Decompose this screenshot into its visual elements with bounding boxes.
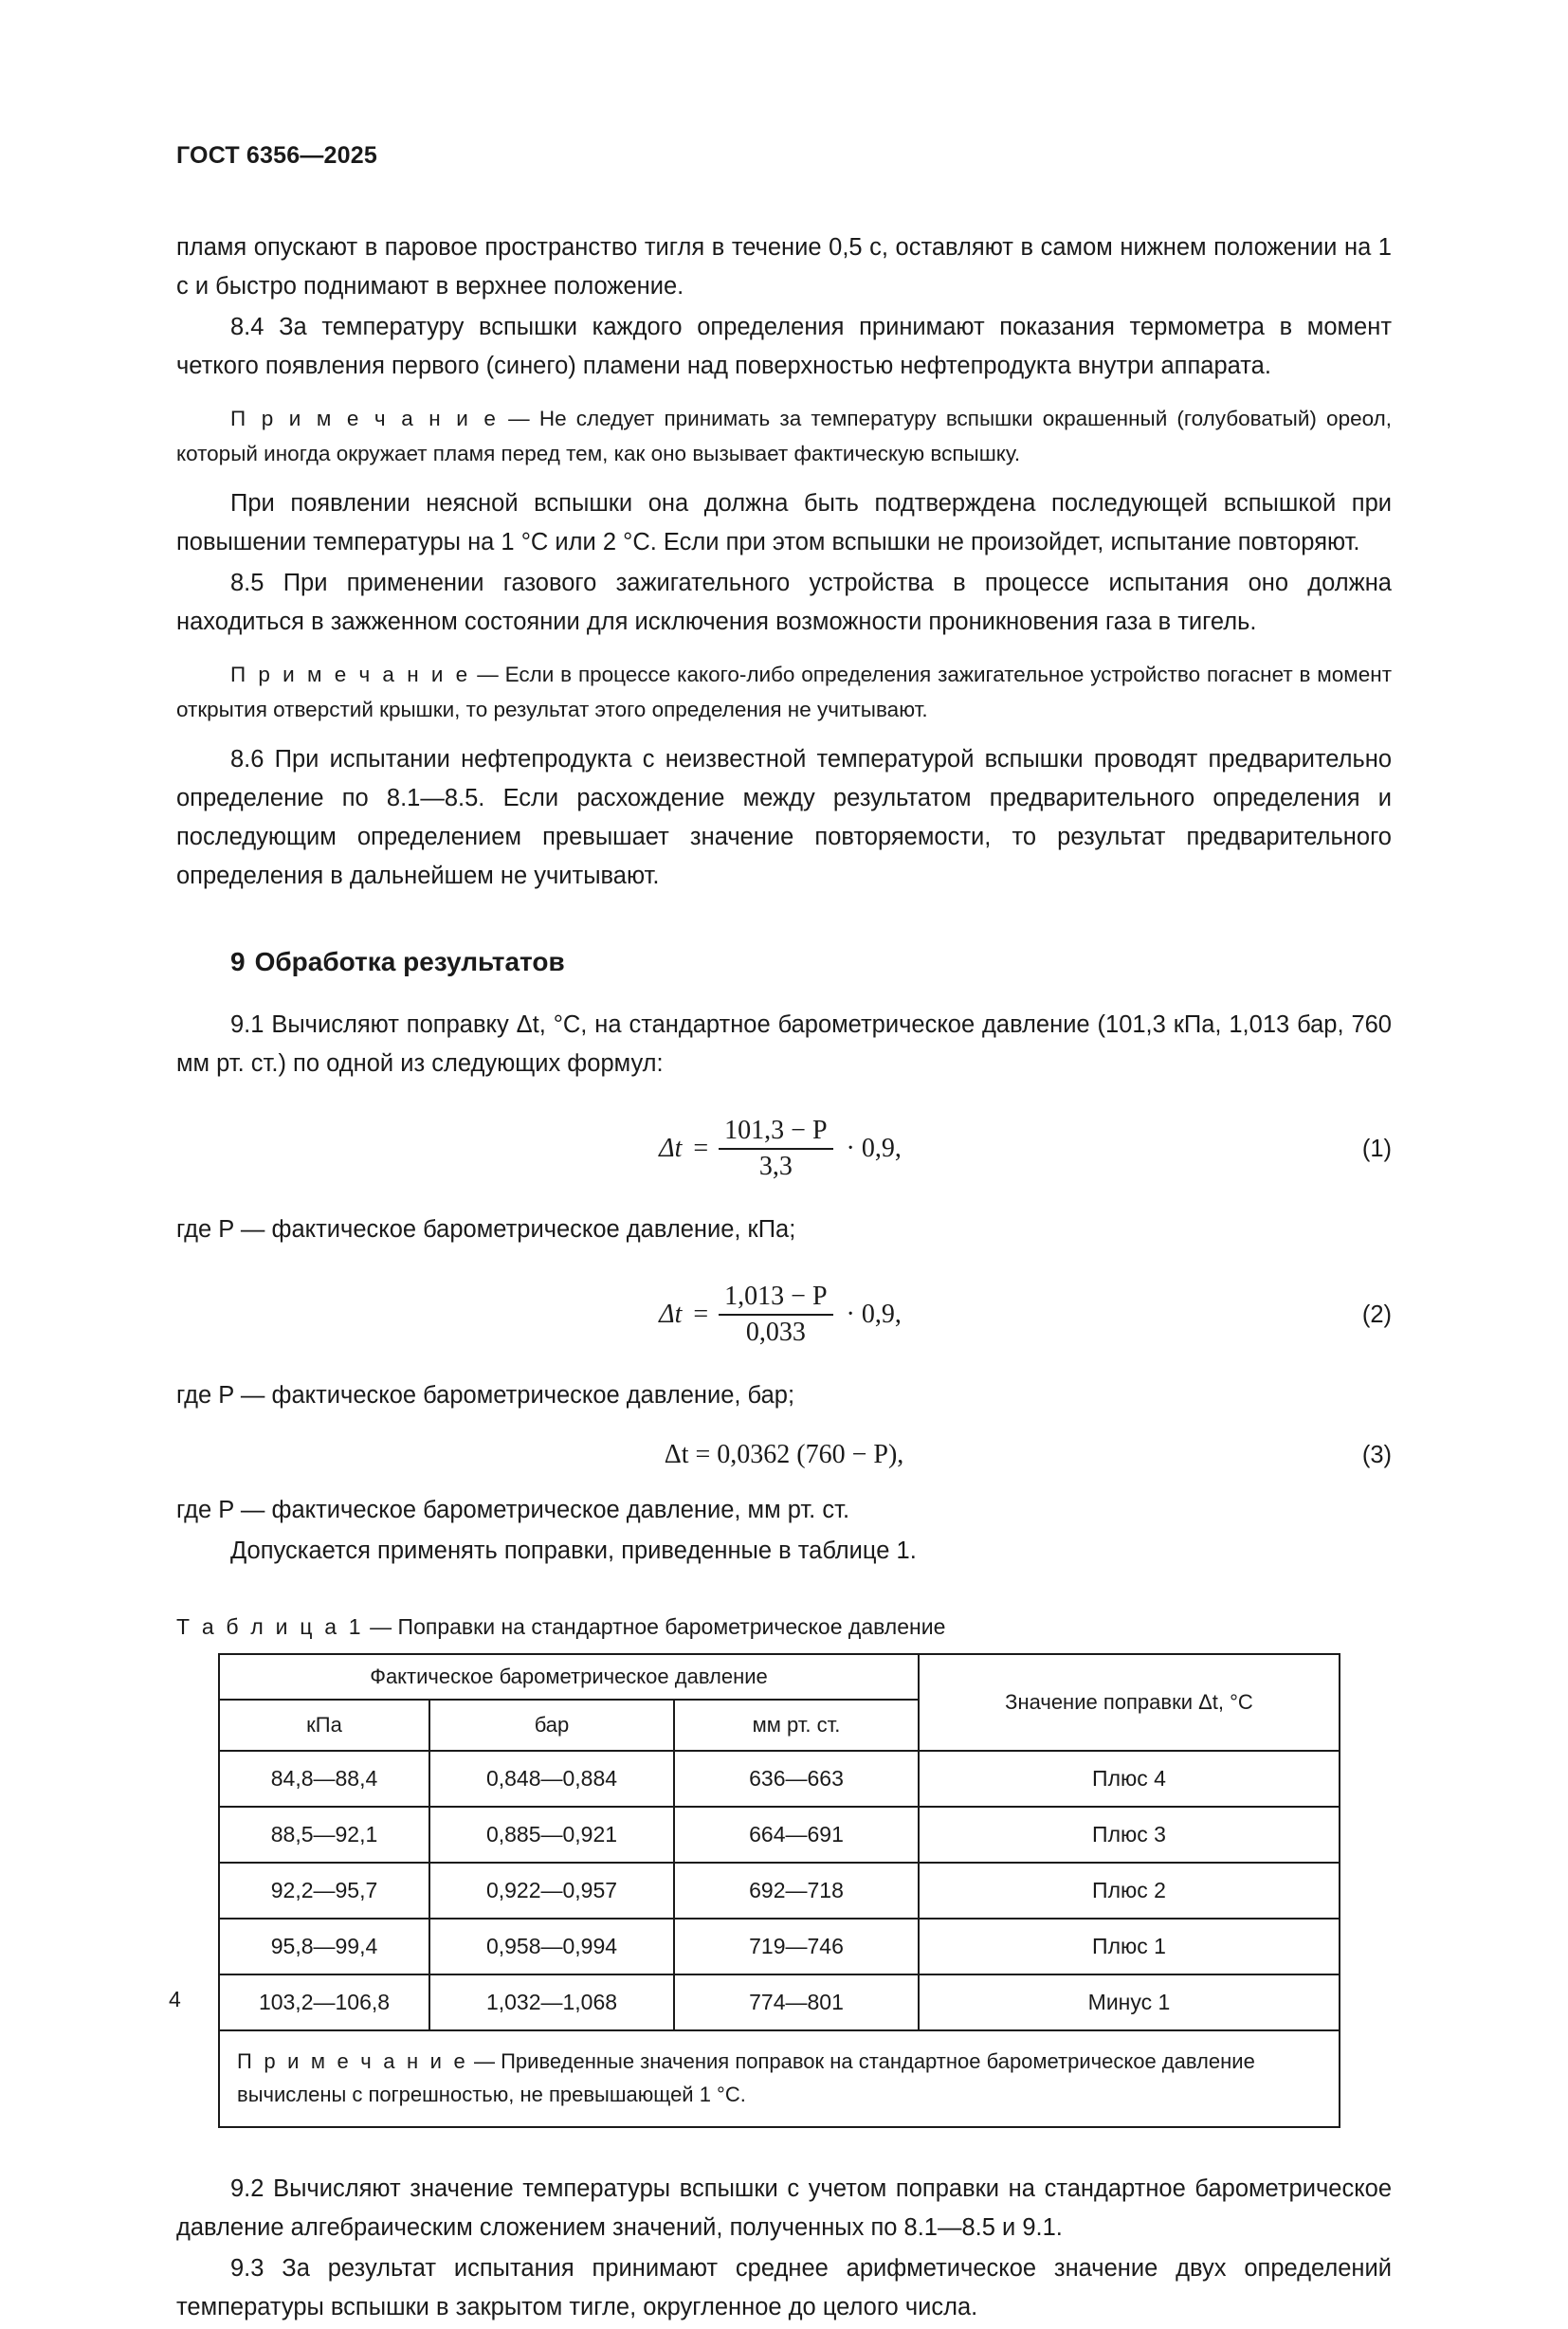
formula-3: [665, 1440, 904, 1470]
table-caption-text: — Поправки на стандартное барометрическое давление: [363, 1614, 946, 1639]
cell-bar: 0,922—0,957: [429, 1863, 674, 1919]
where-clause-1: где P — фактическое барометрическое давление, кПа;: [176, 1216, 796, 1243]
paragraph-unclear-flash: При появлении неясной вспышки она должна быть подтверждена последующей вспышкой при повышении температуры на 1 °С или 2 °С. Если при этом вспышки не произойдет, испытание повторяют.: [176, 490, 1392, 555]
table-subheader-kpa: кПа: [219, 1700, 429, 1751]
cell-bar: 1,032—1,068: [429, 1974, 674, 2030]
formula-2-denominator: 0,033: [745, 1318, 806, 1347]
table-row: [219, 1919, 1340, 1974]
table-subheader-bar: бар: [429, 1700, 674, 1751]
formula-2-equals: =: [693, 1300, 709, 1329]
table-note-cell: [219, 2030, 1340, 2127]
tail-paragraphs: [176, 2170, 1392, 2327]
table-row: [219, 1863, 1340, 1919]
page-number: 4: [169, 1987, 181, 2011]
table-body: [219, 1751, 1340, 2127]
section-heading-9: [176, 947, 1392, 977]
cell-bar: 0,848—0,884: [429, 1751, 674, 1807]
cell-kpa: 95,8—99,4: [219, 1919, 429, 1974]
formula-1-multiplier: · 0,9,: [846, 1134, 902, 1163]
document-header: ГОСТ 6356—2025: [176, 142, 377, 169]
where-clause-2: где P — фактическое барометрическое давление, бар;: [176, 1382, 795, 1409]
formula-2: [659, 1282, 909, 1348]
cell-correction: Плюс 3: [919, 1807, 1340, 1863]
table-note-text: — Приведенные значения поправок на стандартное барометрическое давление вычислены с погрешностью, не превышающей 1 °С.: [237, 2049, 1255, 2106]
formula-2-fraction: [719, 1282, 832, 1348]
paragraph-8-6: 8.6 При испытании нефтепродукта с неизвестной температурой вспышки проводят предварительно определение по 8.1—8.5. Если расхождение между результатом предварительного определения и последующим определением превышает значение повторяемости, то результат предварительного определения в дальнейшем не учитывают.: [176, 746, 1392, 889]
formula-1: [659, 1116, 909, 1182]
paragraph-8-5: 8.5 При применении газового зажигательного устройства в процессе испытания оно должна находиться в зажженном состоянии для исключения возможности проникновения газа в тигель.: [176, 570, 1392, 635]
table-note-label: П р и м е ч а н и е: [237, 2049, 468, 2073]
section-number: 9: [230, 947, 246, 976]
formula-2-multiplier: · 0,9,: [846, 1300, 902, 1329]
paragraph-9-1: 9.1 Вычисляют поправку Δt, °С, на стандартное барометрическое давление (101,3 кПа, 1,013 бар, 760 мм рт. ст.) по одной из следующих формул:: [176, 1011, 1392, 1077]
formula-1-number: (1): [1361, 1135, 1392, 1162]
table-row: [219, 1807, 1340, 1863]
formula-2-row: [176, 1274, 1392, 1356]
paragraph-8-4: 8.4 За температуру вспышки каждого определения принимают показания термометра в момент четкого появления первого (синего) пламени над поверхностью нефтепродукта внутри аппарата.: [176, 314, 1392, 379]
formula-1-row: [176, 1108, 1392, 1190]
table-row: [219, 1751, 1340, 1807]
table-caption-label: Т а б л и ц а 1: [176, 1614, 364, 1639]
cell-kpa: 103,2—106,8: [219, 1974, 429, 2030]
cell-mmhg: 774—801: [674, 1974, 919, 2030]
paragraph-9-3: 9.3 За результат испытания принимают среднее арифметическое значение двух определений температуры вспышки в закрытом тигле, округленное до целого числа.: [176, 2255, 1392, 2320]
cell-correction: Минус 1: [919, 1974, 1340, 2030]
paragraph-allowed-corrections: Допускается применять поправки, приведенные в таблице 1.: [230, 1538, 917, 1564]
formula-1-fraction: [719, 1116, 832, 1182]
cell-kpa: 92,2—95,7: [219, 1863, 429, 1919]
where-clause-3: где P — фактическое барометрическое давление, мм рт. ст.: [176, 1497, 850, 1523]
formula-2-lhs: Δt: [659, 1300, 683, 1329]
table-1-caption: [176, 1614, 1392, 1640]
note-1-label: П р и м е ч а н и е: [230, 407, 500, 430]
formula-1-equals: =: [693, 1134, 709, 1163]
table-subheader-mmhg: мм рт. ст.: [674, 1700, 919, 1751]
table-header-row-1: [219, 1654, 1340, 1700]
table-note-inner: [237, 2049, 1255, 2106]
formula-2-number: (2): [1361, 1301, 1392, 1328]
cell-mmhg: 692—718: [674, 1863, 919, 1919]
table-head: [219, 1654, 1340, 1751]
paragraph-continued: пламя опускают в паровое пространство тигля в течение 0,5 с, оставляют в самом нижнем положении на 1 с и быстро поднимают в верхнее положение.: [176, 234, 1392, 300]
table-group-header: Фактическое барометрическое давление: [219, 1654, 919, 1700]
formula-3-expression: Δt = 0,0362 (760 − P),: [664, 1440, 904, 1469]
formula-3-number: (3): [1361, 1441, 1392, 1468]
formula-1-numerator: 101,3 − P: [724, 1116, 828, 1145]
note-1-text: — Не следует принимать за температуру вспышки окрашенный (голубоватый) ореол, который иногда окружает пламя перед тем, как оно вызывает фактическую вспышку.: [176, 407, 1392, 465]
cell-mmhg: 664—691: [674, 1807, 919, 1863]
cell-bar: 0,958—0,994: [429, 1919, 674, 1974]
paragraph-9-2: 9.2 Вычисляют значение температуры вспышки с учетом поправки на стандартное барометрическое давление алгебраическим сложением значений, полученных по 8.1—8.5 и 9.1.: [176, 2175, 1392, 2241]
page-content: [176, 142, 1392, 2329]
cell-correction: Плюс 2: [919, 1863, 1340, 1919]
formula-1-denominator: 3,3: [758, 1152, 793, 1181]
table-correction-header: Значение поправки Δt, °С: [919, 1654, 1340, 1751]
note-2: [176, 657, 1392, 727]
note-2-label: П р и м е ч а н и е: [230, 663, 471, 686]
cell-correction: Плюс 1: [919, 1919, 1340, 1974]
cell-bar: 0,885—0,921: [429, 1807, 674, 1863]
note-2-text: — Если в процессе какого-либо определения зажигательное устройство погаснет в момент открытия отверстий крышки, то результат этого определения не учитывают.: [176, 663, 1392, 721]
table-note-row: [219, 2030, 1340, 2127]
corrections-table: [218, 1653, 1340, 2128]
formula-3-row: [176, 1428, 1392, 1482]
table-row: [219, 1974, 1340, 2030]
section-title: Обработка результатов: [254, 947, 565, 976]
cell-correction: Плюс 4: [919, 1751, 1340, 1807]
formula-1-lhs: Δt: [659, 1134, 683, 1163]
cell-mmhg: 719—746: [674, 1919, 919, 1974]
cell-kpa: 88,5—92,1: [219, 1807, 429, 1863]
formula-2-numerator: 1,013 − P: [724, 1282, 828, 1311]
cell-kpa: 84,8—88,4: [219, 1751, 429, 1807]
cell-mmhg: 636—663: [674, 1751, 919, 1807]
note-1: [176, 401, 1392, 471]
